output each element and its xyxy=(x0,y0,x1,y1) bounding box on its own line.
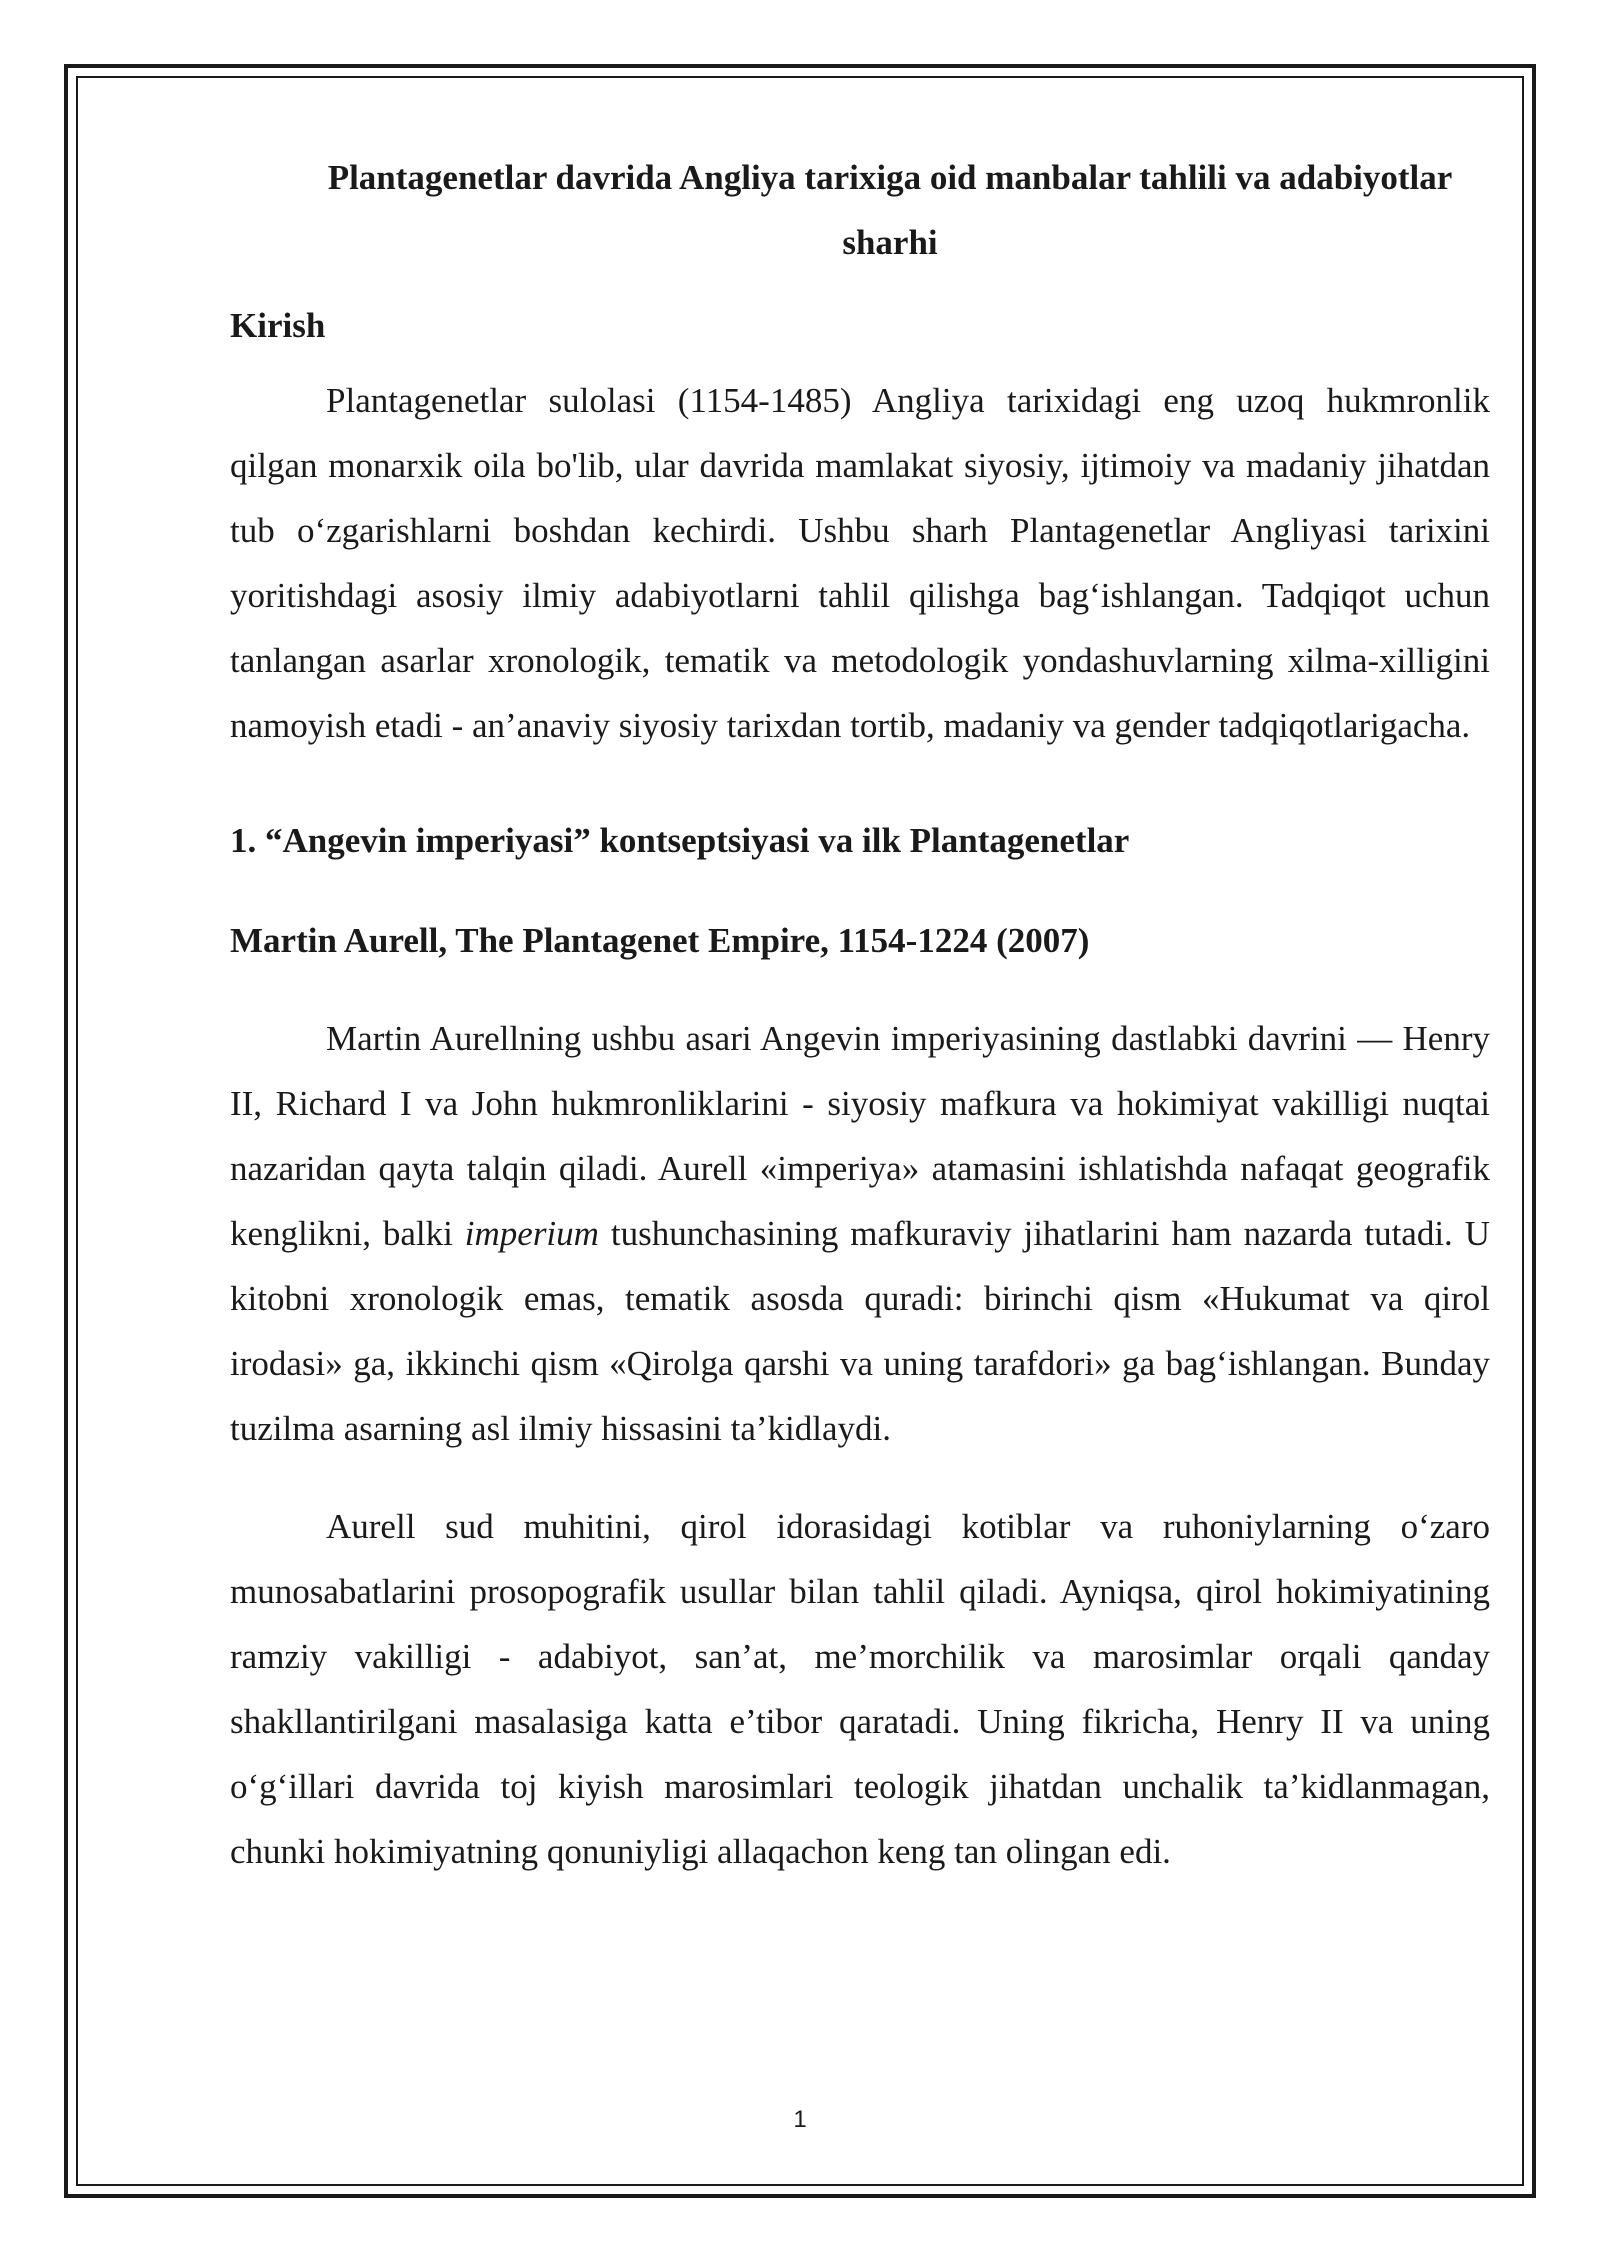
paragraph-text: Martin Aurellning ushbu asari Angevin imperiyasining dastlabki davrini — Henry II, Richard I va John hukmronliklarini - siyosiy mafkura va hokimiyat vakilligi nuqtai nazaridan qayta talqin qiladi. Aurell «imperiya» atamasini ishlatishda nafaqat geografik kenglikni, balki xyxy=(230,1019,1490,1253)
document-body xyxy=(230,145,1490,1884)
intro-paragraph: Plantagenetlar sulolasi (1154-1485) Angliya tarixidagi eng uzoq hukmronlik qilgan monarxik oila bo'lib, ular davrida mamlakat siyosiy, ijtimoiy va madaniy jihatdan tub o‘zgarishlarni boshdan kechirdi. Ushbu sharh Plantagenetlar Angliyasi tarixini yoritishdagi asosiy ilmiy adabiyotlarni tahlil qilishga bag‘ishlangan. Tadqiqot uchun tanlangan asarlar xronologik, tematik va metodologik yondashuvlarning xilma-xilligini namoyish etadi - an’anaviy siyosiy tarixdan tortib, madaniy va gender tadqiqotlarigacha. xyxy=(230,381,1490,745)
document-title: Plantagenetlar davrida Angliya tarixiga oid manbalar tahlili va adabiyotlar sharhi xyxy=(327,158,1453,262)
italic-term: imperium xyxy=(464,1214,599,1253)
book-heading: Martin Aurell, The Plantagenet Empire, 1154-1224 (2007) xyxy=(230,921,1090,960)
paragraph-aurell-overview xyxy=(230,1006,1490,1461)
spacer xyxy=(230,1461,1490,1494)
paragraph-aurell-court: Aurell sud muhitini, qirol idorasidagi kotiblar va ruhoniylarning o‘zaro munosabatlarini prosopografik usullar bilan tahlil qiladi. Ayniqsa, qirol hokimiyatining ramziy vakilligi - adabiyot, san’at, me’morchilik va marosimlar orqali qanday shakllantirilgani masalasiga katta e’tibor qaratadi. Uning fikricha, Henry II va uning o‘g‘illari davrida toj kiyish marosimlari teologik jihatdan unchalik ta’kidlanmagan, chunki hokimiyatning qonuniyligi allaqachon keng tan olingan edi. xyxy=(230,1507,1490,1871)
spacer xyxy=(230,873,1490,908)
spacer xyxy=(230,758,1490,808)
paragraph-text: tushunchasining mafkuraviy jihatlarini ham nazarda tutadi. U kitobni xronologik emas, tematik asosda quradi: birinchi qism «Hukumat va qirol irodasi» ga, ikkinchi qism «Qirolga qarshi va uning tarafdori» ga bag‘ishlangan. Bunday tuzilma asarning asl ilmiy hissasini ta’kidlaydi. xyxy=(230,1214,1490,1448)
page-number: 1 xyxy=(793,2106,807,2133)
spacer xyxy=(230,973,1490,1006)
intro-heading: Kirish xyxy=(230,306,326,345)
section-1-heading: 1. “Angevin imperiyasi” kontseptsiyasi va ilk Plantagenetlar xyxy=(230,821,1130,860)
